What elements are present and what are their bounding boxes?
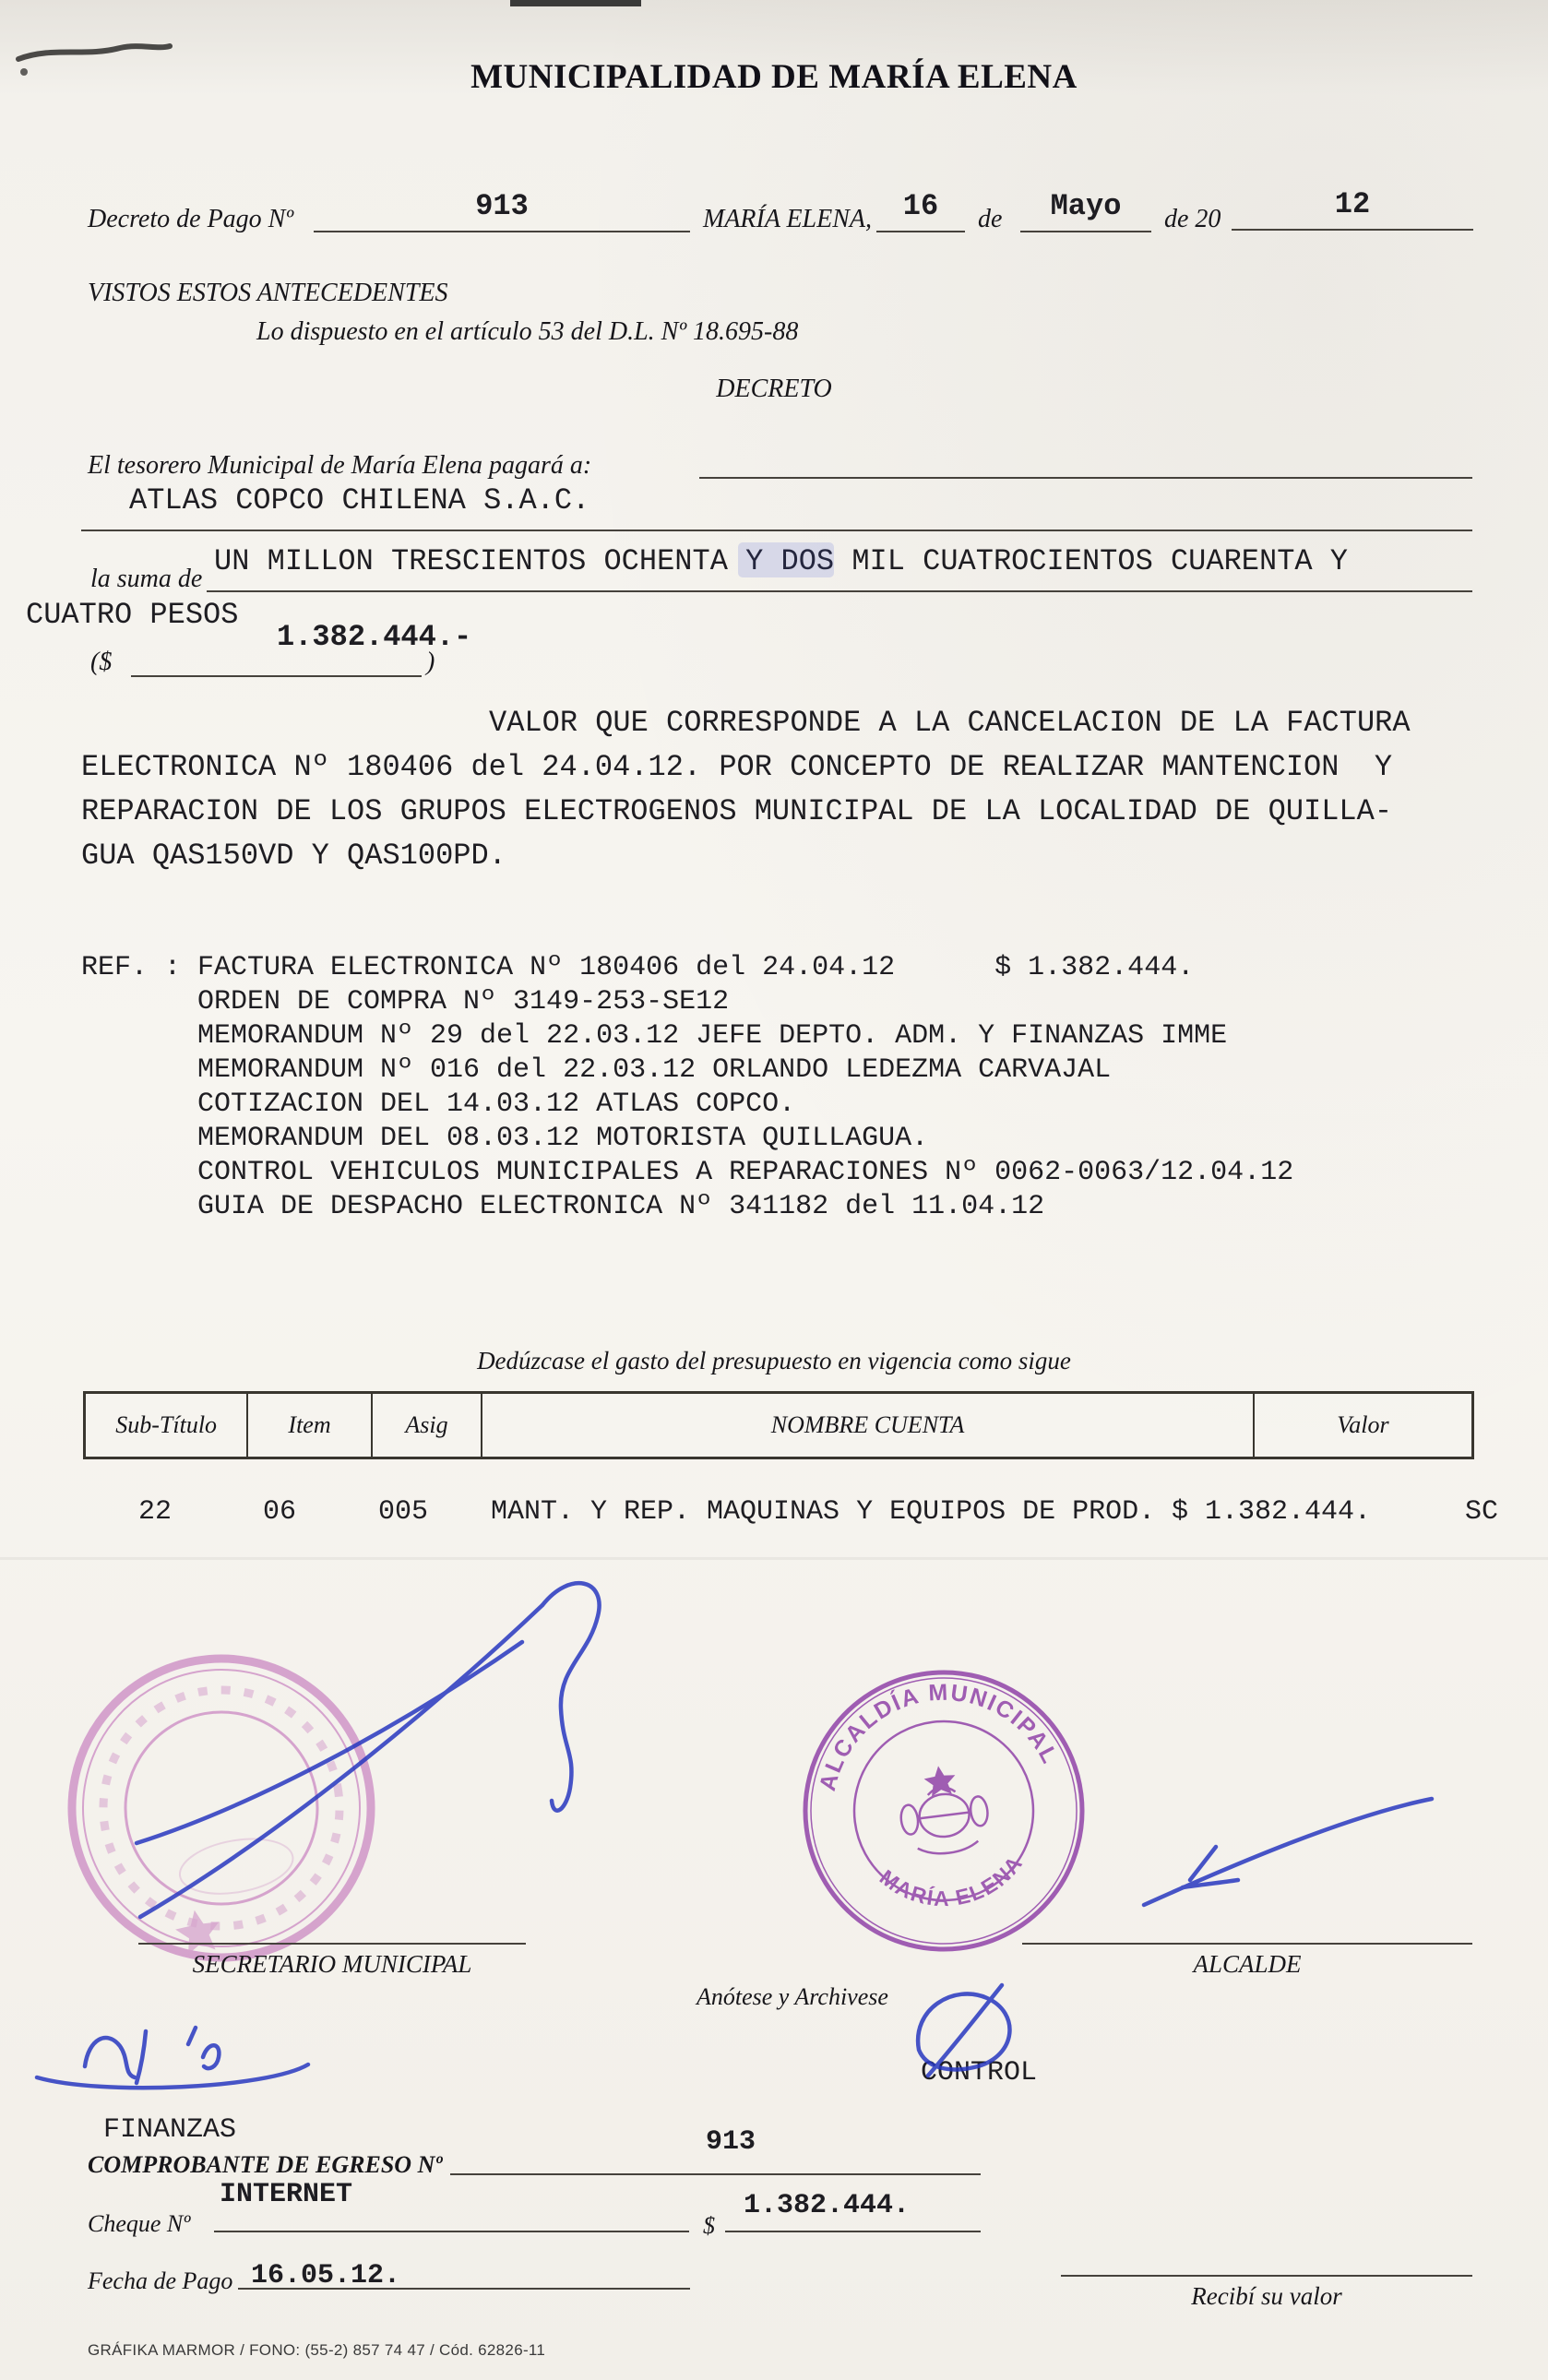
- svg-text:MARÍA ELENA: [874, 1849, 1032, 1920]
- ref-line: MEMORANDUM DEL 08.03.12 MOTORISTA QUILLAGUA.: [197, 1123, 929, 1154]
- concept-line: VALOR QUE CORRESPONDE A LA CANCELACION DE LA FACTURA: [489, 706, 1411, 740]
- column-header-valor: Valor: [1253, 1394, 1471, 1457]
- year-value: 12: [1334, 187, 1371, 221]
- amount-words-line1: UN MILLON TRESCIENTOS OCHENTA Y DOS MIL CUATROCIENTOS CUARENTA Y: [214, 544, 1348, 578]
- decreto-pago-label: Decreto de Pago Nº: [88, 205, 294, 233]
- table-row-asig: 005: [378, 1496, 429, 1528]
- cheque-value: INTERNET: [220, 2179, 353, 2210]
- de-label: de: [978, 205, 1003, 233]
- comprobante-line: [450, 2133, 981, 2175]
- secretario-signature-line: [138, 1902, 526, 1945]
- concept-line: GUA QAS150VD Y QAS100PD.: [81, 839, 506, 873]
- table-row-item: 06: [263, 1496, 297, 1528]
- amount-numeric: 1.382.444.-: [277, 620, 472, 654]
- recibi-label: Recibí su valor: [1191, 2282, 1342, 2310]
- payee-label: El tesorero Municipal de María Elena pagará a:: [88, 451, 592, 480]
- alcalde-label: ALCALDE: [1193, 1950, 1302, 1978]
- recibi-line: [1061, 2236, 1472, 2277]
- payee-name: ATLAS COPCO CHILENA S.A.C.: [129, 483, 590, 518]
- alcalde-signature: [1144, 1799, 1432, 1905]
- anotese-label: Anótese y Archivese: [697, 1983, 888, 2010]
- stamp-top-text: ALCALDÍA MUNICIPAL: [815, 1679, 1064, 1794]
- amount-underline: [207, 550, 1472, 592]
- scan-edge-mark: [510, 0, 641, 6]
- finanzas-label: FINANZAS: [103, 2114, 237, 2146]
- comprobante-label: COMPROBANTE DE EGRESO Nº: [88, 2151, 443, 2178]
- table-row-sub-titulo: 22: [138, 1496, 173, 1528]
- decreto-heading: DECRETO: [716, 375, 832, 403]
- month-line: [1020, 181, 1151, 232]
- control-label: CONTROL: [921, 2057, 1038, 2088]
- secretario-signature: [137, 1583, 600, 1917]
- secretario-label: SECRETARIO MUNICIPAL: [192, 1950, 472, 1978]
- cheque-label: Cheque Nº: [88, 2210, 191, 2237]
- decreto-heading-wrap: [0, 375, 1548, 404]
- ref-line: MEMORANDUM Nº 29 del 22.03.12 JEFE DEPTO. ADM. Y FINANZAS IMME: [197, 1020, 1228, 1052]
- stamp-bottom-text: MARÍA ELENA: [875, 1850, 1029, 1911]
- table-caption: Dedúzcase el gasto del presupuesto en vigencia como sigue: [477, 1347, 1071, 1374]
- year-line: [1232, 179, 1473, 231]
- currency-sign: $: [703, 2212, 715, 2239]
- fecha-pago-value: 16.05.12.: [251, 2260, 401, 2291]
- column-header-asig: Asig: [371, 1394, 482, 1457]
- ref-line: CONTROL VEHICULOS MUNICIPALES A REPARACIONES Nº 0062-0063/12.04.12: [197, 1157, 1294, 1188]
- la-suma-de-label: la suma de: [90, 565, 203, 593]
- decreto-number: 913: [475, 189, 529, 223]
- ref-line: REF. : FACTURA ELECTRONICA Nº 180406 del 24.04.12 $ 1.382.444.: [81, 952, 1195, 983]
- payee-underline: [81, 489, 1472, 531]
- cheque-amount: 1.382.444.: [744, 2190, 911, 2221]
- concept-line: REPARACION DE LOS GRUPOS ELECTROGENOS MUNICIPAL DE LA LOCALIDAD DE QUILLA-: [81, 794, 1393, 828]
- column-header-item: Item: [246, 1394, 370, 1457]
- ref-line: MEMORANDUM Nº 016 del 22.03.12 ORLANDO LEDEZMA CARVAJAL: [197, 1054, 1112, 1086]
- column-header-sub-titulo: Sub-Título: [115, 1411, 218, 1438]
- budget-table-header: [83, 1391, 1474, 1459]
- stamp-star-icon: [923, 1764, 958, 1797]
- table-row-valor: $ 1.382.444.: [1172, 1496, 1372, 1528]
- decreto-number-line: [314, 181, 690, 232]
- svg-text:ALCALDÍA MUNICIPAL: [804, 1665, 1065, 1796]
- table-row-nombre-cuenta: MANT. Y REP. MAQUINAS Y EQUIPOS DE PROD.: [491, 1496, 1156, 1528]
- amount-words-line2: CUATRO PESOS: [26, 598, 239, 632]
- document-title: MUNICIPALIDAD DE MARÍA ELENA: [470, 58, 1078, 96]
- amount-blank-line: [131, 635, 422, 677]
- de-20-label: de 20: [1164, 205, 1221, 233]
- paren-close-label: ): [426, 648, 435, 676]
- printer-credit: GRÁFIKA MARMOR / FONO: (55-2) 857 74 47 / Cód. 62826-11: [88, 2341, 546, 2359]
- vistos-heading: VISTOS ESTOS ANTECEDENTES: [88, 279, 448, 307]
- month-value: Mayo: [1050, 189, 1122, 223]
- fecha-pago-label: Fecha de Pago: [88, 2267, 233, 2294]
- ref-line: GUIA DE DESPACHO ELECTRONICA Nº 341182 del 11.04.12: [197, 1191, 1045, 1222]
- concept-line: ELECTRONICA Nº 180406 del 24.04.12. POR CONCEPTO DE REALIZAR MANTENCION Y: [81, 750, 1393, 784]
- day-value: 16: [902, 189, 939, 223]
- column-header-nombre-cuenta: NOMBRE CUENTA: [481, 1394, 1253, 1457]
- day-line: [876, 181, 965, 232]
- ref-line: COTIZACION DEL 14.03.12 ATLAS COPCO.: [197, 1089, 796, 1120]
- payee-blank-line: [699, 434, 1472, 479]
- comprobante-number: 913: [706, 2126, 756, 2158]
- paper-crease: [0, 1557, 1548, 1560]
- stamp-coat-of-arms-icon: [898, 1782, 992, 1859]
- cheque-line: [214, 2190, 689, 2232]
- amount-line: [725, 2190, 981, 2232]
- place-label: MARÍA ELENA,: [703, 205, 873, 233]
- finanzas-signature: [37, 2028, 308, 2088]
- paren-open-label: ($: [90, 648, 113, 676]
- alcalde-signature-line: [1022, 1902, 1472, 1945]
- vistos-subheading: Lo dispuesto en el artículo 53 del D.L. Nº 18.695-88: [256, 317, 799, 346]
- fecha-line: [238, 2247, 690, 2290]
- table-row-note: SC: [1465, 1496, 1499, 1528]
- ref-line: ORDEN DE COMPRA Nº 3149-253-SE12: [197, 986, 730, 1017]
